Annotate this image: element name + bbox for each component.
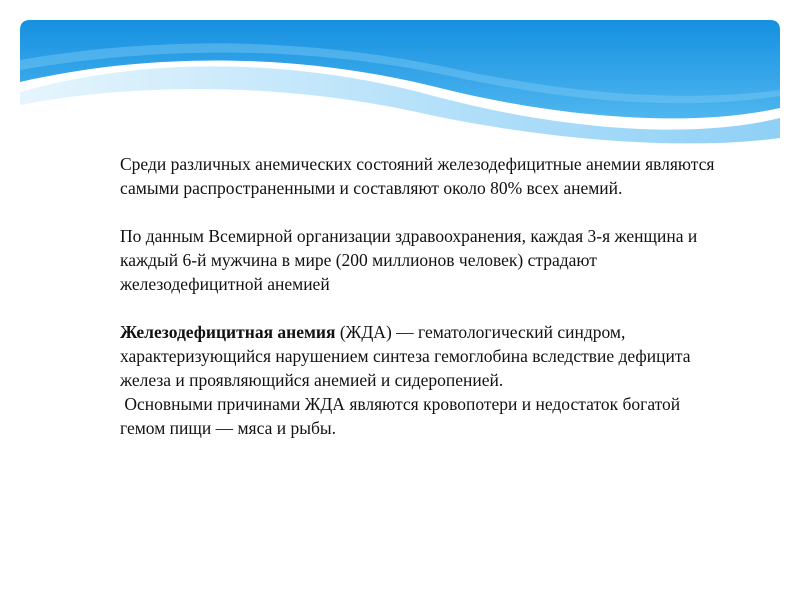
paragraph-who-statistics: По данным Всемирной организации здравоохранения, каждая 3-я женщина и каждый 6-й мужчина в мире (200 миллионов человек) страдают железодефицитной анемией xyxy=(120,226,698,294)
paragraph-spacer xyxy=(120,200,720,224)
definition-text: (ЖДА) — гематологический синдром, характеризующийся нарушением синтеза гемоглобина вследствие дефицита железа и проявляющийся анемией и сидеропенией. xyxy=(120,322,691,390)
header-wave-decoration xyxy=(0,0,800,160)
paragraph-spacer xyxy=(120,296,720,320)
paragraph-definition xyxy=(120,320,720,392)
term-iron-deficiency-anemia: Железодефицитная анемия xyxy=(120,322,336,342)
paragraph-iron-deficiency-prevalence: Среди различных анемических состояний железодефицитные анемии являются самыми распространенными и составляют около 80% всех анемий. xyxy=(120,154,715,198)
slide-body-text xyxy=(120,152,720,440)
paragraph-causes: Основными причинами ЖДА являются кровопотери и недостаток богатой гемом пищи — мяса и рыбы. xyxy=(120,394,685,438)
